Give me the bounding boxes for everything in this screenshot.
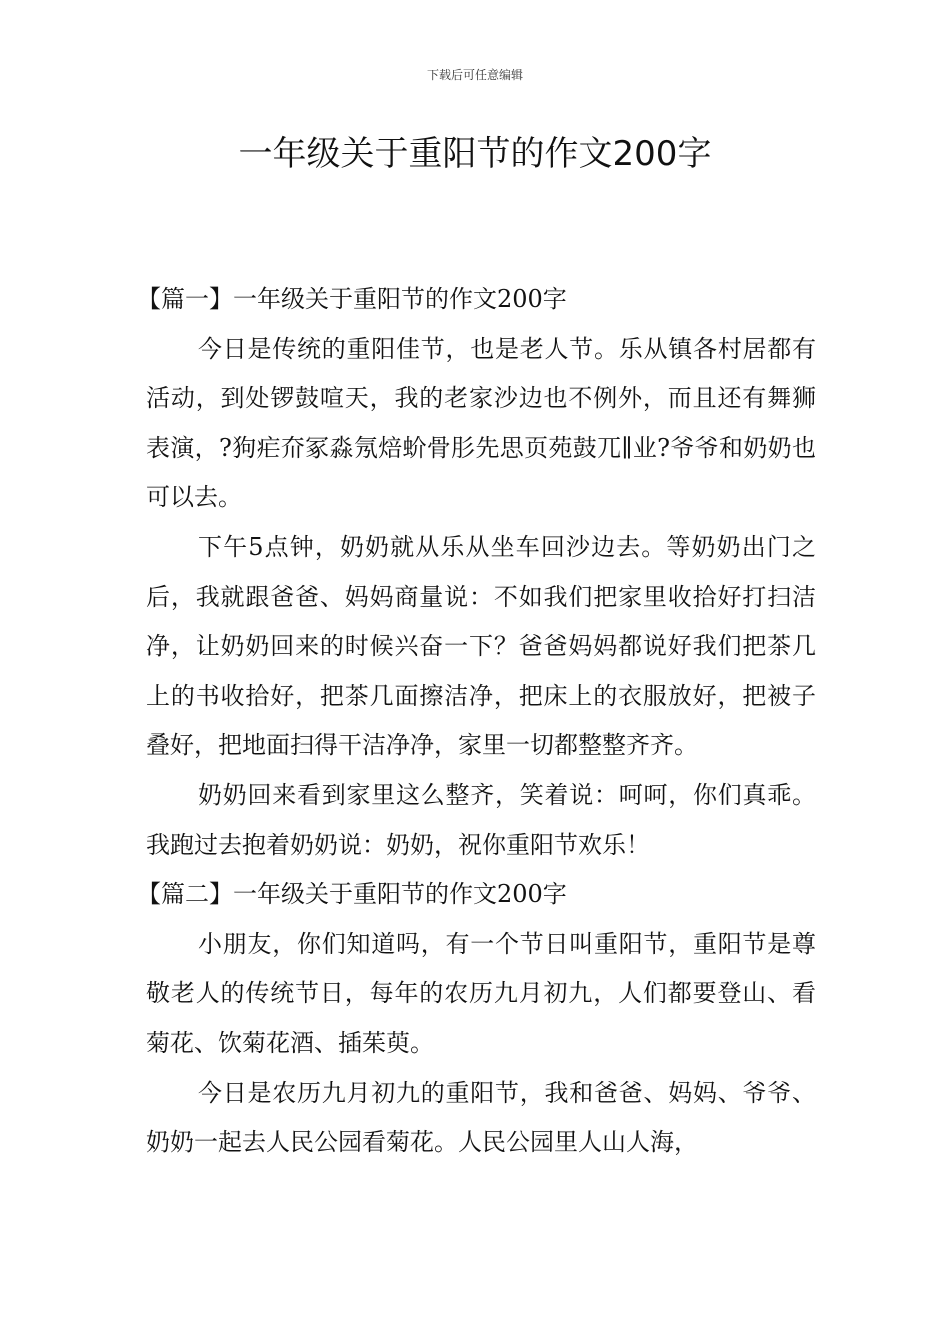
- paragraph: 今日是农历九月初九的重阳节，我和爸爸、妈妈、爷爷、奶奶一起去人民公园看菊花。人民公园里人山人海，: [146, 1078, 816, 1157]
- section-heading-1: 【篇一】一年级关于重阳节的作文200字: [137, 285, 567, 313]
- paragraph: 奶奶回来看到家里这么整齐，笑着说：呵呵，你们真乖。我跑过去抱着奶奶说：奶奶，祝你重阳节欢乐！: [146, 780, 816, 859]
- paragraph: 小朋友，你们知道吗，有一个节日叫重阳节，重阳节是尊敬老人的传统节日，每年的农历九月初九，人们都要登山、看菊花、饮菊花酒、插茱萸。: [146, 929, 816, 1057]
- section-heading-2: 【篇二】一年级关于重阳节的作文200字: [137, 880, 567, 909]
- document-title: 一年级关于重阳节的作文200字: [238, 134, 712, 174]
- header-note: 下载后可任意编辑: [426, 68, 523, 82]
- paragraph: 下午5点钟，奶奶就从乐从坐车回沙边去。等奶奶出门之后，我就跟爸爸、妈妈商量说：不如我们把家里收拾好打扫洁净，让奶奶回来的时候兴奋一下？爸爸妈妈都说好我们把茶几上的书收拾好，把茶几面擦洁净，把床上的衣服放好，把被子叠好，把地面扫得干洁净净，家里一切都整整齐齐。: [146, 532, 816, 760]
- paragraph: 今日是传统的重阳佳节，也是老人节。乐从镇各村居都有活动，到处锣鼓喧天，我的老家沙边也不例外，而且还有舞狮表演，?狗疟夼冢淼氖焙蚧骨肜先思页苑鼓兀∥业?爷爷和奶奶也可以去。: [146, 334, 816, 512]
- document-body: [137, 275, 816, 1168]
